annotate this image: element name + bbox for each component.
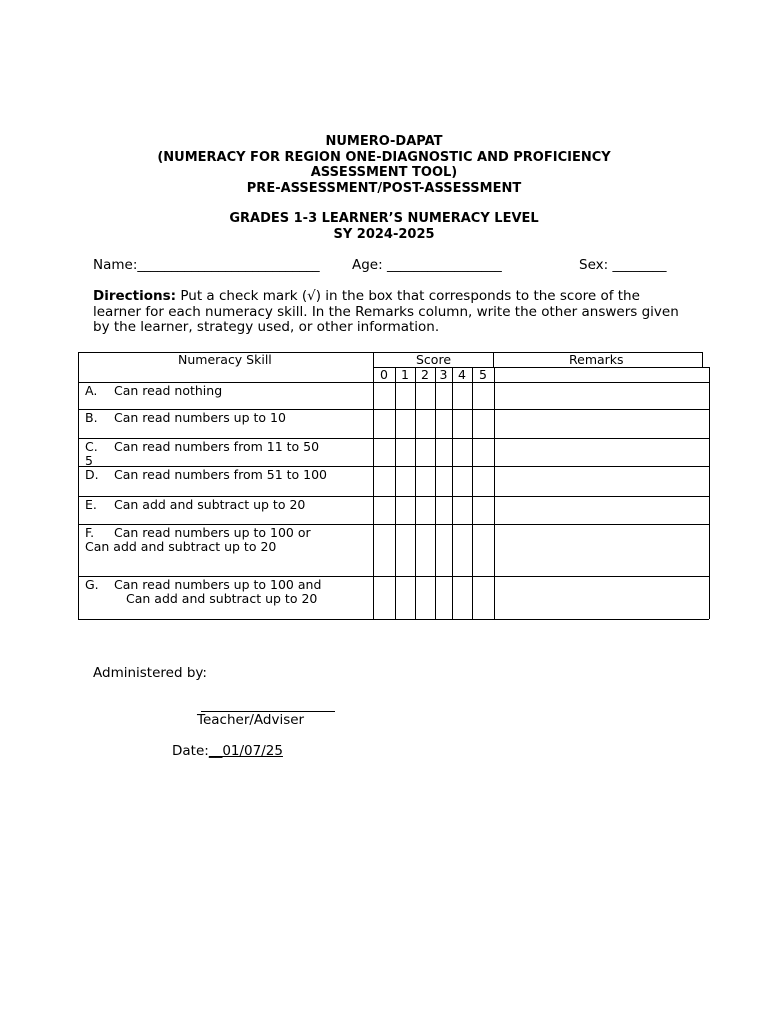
skill-letter: F. xyxy=(85,525,95,540)
skill-letter: C. xyxy=(85,439,98,454)
date-label: Date: xyxy=(172,743,209,759)
score-checkbox-cell[interactable] xyxy=(453,467,472,496)
score-checkbox-cell[interactable] xyxy=(473,497,494,524)
skill-letter: B. xyxy=(85,410,98,425)
score-header: Score xyxy=(416,352,452,367)
score-checkbox-cell[interactable] xyxy=(374,577,395,619)
skill-label: Can add and subtract up to 20 xyxy=(114,497,306,512)
remarks-cell[interactable] xyxy=(495,410,709,438)
directions-label: Directions: xyxy=(93,288,177,304)
score-checkbox-cell[interactable] xyxy=(436,467,452,496)
skill-label: Can read numbers up to 10 xyxy=(114,410,286,425)
skill-letter: D. xyxy=(85,467,99,482)
title-line: ASSESSMENT TOOL) xyxy=(310,165,458,180)
score-checkbox-cell[interactable] xyxy=(453,525,472,576)
score-checkbox-cell[interactable] xyxy=(436,577,452,619)
age-field[interactable]: Age: _________________ xyxy=(352,257,502,273)
score-checkbox-cell[interactable] xyxy=(396,525,415,576)
score-checkbox-cell[interactable] xyxy=(374,410,395,438)
score-column-4: 4 xyxy=(458,367,466,382)
remarks-cell[interactable] xyxy=(495,439,709,466)
remarks-cell[interactable] xyxy=(495,383,709,409)
score-checkbox-cell[interactable] xyxy=(374,497,395,524)
table-rule xyxy=(493,352,494,367)
score-checkbox-cell[interactable] xyxy=(416,525,435,576)
skill-label-continued: Can add and subtract up to 20 xyxy=(85,539,277,554)
remarks-cell[interactable] xyxy=(495,525,709,576)
skill-letter: A. xyxy=(85,383,98,398)
score-checkbox-cell[interactable] xyxy=(473,439,494,466)
score-checkbox-cell[interactable] xyxy=(374,467,395,496)
score-checkbox-cell[interactable] xyxy=(473,525,494,576)
subtitle-line: GRADES 1-3 LEARNER’S NUMERACY LEVEL xyxy=(229,211,539,226)
score-checkbox-cell[interactable] xyxy=(416,439,435,466)
score-column-0: 0 xyxy=(380,367,388,382)
score-checkbox-cell[interactable] xyxy=(453,439,472,466)
score-checkbox-cell[interactable] xyxy=(396,439,415,466)
skill-letter: E. xyxy=(85,497,97,512)
date-field[interactable] xyxy=(172,743,283,759)
title-line: PRE-ASSESSMENT/POST-ASSESSMENT xyxy=(246,180,522,196)
remarks-cell[interactable] xyxy=(495,497,709,524)
skill-label: Can read nothing xyxy=(114,383,223,398)
sex-field[interactable]: Sex: ________ xyxy=(579,257,667,273)
score-checkbox-cell[interactable] xyxy=(374,383,395,409)
directions-paragraph xyxy=(93,289,683,336)
score-checkbox-cell[interactable] xyxy=(436,383,452,409)
score-checkbox-cell[interactable] xyxy=(416,410,435,438)
skill-label: Can read numbers up to 100 or xyxy=(114,525,311,540)
score-checkbox-cell[interactable] xyxy=(473,410,494,438)
table-rule xyxy=(709,367,710,619)
skill-label-continued: 5 xyxy=(85,453,93,468)
teacher-adviser-label: Teacher/Adviser xyxy=(197,712,305,728)
score-checkbox-cell[interactable] xyxy=(374,439,395,466)
score-checkbox-cell[interactable] xyxy=(473,383,494,409)
score-checkbox-cell[interactable] xyxy=(436,525,452,576)
score-column-3: 3 xyxy=(439,367,448,382)
score-checkbox-cell[interactable] xyxy=(416,467,435,496)
score-checkbox-cell[interactable] xyxy=(416,497,435,524)
score-column-5: 5 xyxy=(479,367,487,382)
date-value: __01/07/25 xyxy=(208,743,283,759)
score-checkbox-cell[interactable] xyxy=(453,577,472,619)
score-checkbox-cell[interactable] xyxy=(436,410,452,438)
score-checkbox-cell[interactable] xyxy=(436,439,452,466)
score-checkbox-cell[interactable] xyxy=(453,410,472,438)
table-rule xyxy=(78,352,79,619)
numeracy-skill-header: Numeracy Skill xyxy=(178,352,272,367)
document-subtitle xyxy=(0,211,768,242)
score-checkbox-cell[interactable] xyxy=(436,497,452,524)
score-checkbox-cell[interactable] xyxy=(396,410,415,438)
score-checkbox-cell[interactable] xyxy=(374,525,395,576)
skill-label-continued: Can add and subtract up to 20 xyxy=(126,591,318,606)
score-checkbox-cell[interactable] xyxy=(453,497,472,524)
score-checkbox-cell[interactable] xyxy=(473,577,494,619)
document-title xyxy=(0,134,768,196)
skill-label: Can read numbers up to 100 and xyxy=(114,577,322,592)
name-field[interactable]: Name:___________________________ xyxy=(93,257,320,273)
score-column-2: 2 xyxy=(421,367,429,382)
score-checkbox-cell[interactable] xyxy=(396,497,415,524)
skill-label: Can read numbers from 11 to 50 xyxy=(114,439,320,454)
score-checkbox-cell[interactable] xyxy=(416,383,435,409)
remarks-header: Remarks xyxy=(569,352,624,367)
remarks-cell[interactable] xyxy=(495,467,709,496)
table-rule xyxy=(702,352,703,367)
title-line: (NUMERACY FOR REGION ONE-DIAGNOSTIC AND PROFICIENCY xyxy=(157,149,611,165)
table-rule xyxy=(78,619,709,620)
skill-label: Can read numbers from 51 to 100 xyxy=(114,467,328,482)
score-checkbox-cell[interactable] xyxy=(396,577,415,619)
score-column-1: 1 xyxy=(401,367,409,382)
subtitle-line: SY 2024-2025 xyxy=(333,226,435,242)
skill-letter: G. xyxy=(85,577,99,592)
score-checkbox-cell[interactable] xyxy=(416,577,435,619)
directions-text: Put a check mark (√) in the box that corresponds to the score of the learner for each numeracy skill. In the Remarks column, write the other answers given by the learner, strategy used, or other information. xyxy=(93,288,679,336)
score-checkbox-cell[interactable] xyxy=(396,383,415,409)
remarks-cell[interactable] xyxy=(495,577,709,619)
score-checkbox-cell[interactable] xyxy=(473,467,494,496)
administered-by-label: Administered by: xyxy=(93,665,207,681)
score-checkbox-cell[interactable] xyxy=(453,383,472,409)
score-checkbox-cell[interactable] xyxy=(396,467,415,496)
title-line: NUMERO-DAPAT xyxy=(325,134,443,149)
